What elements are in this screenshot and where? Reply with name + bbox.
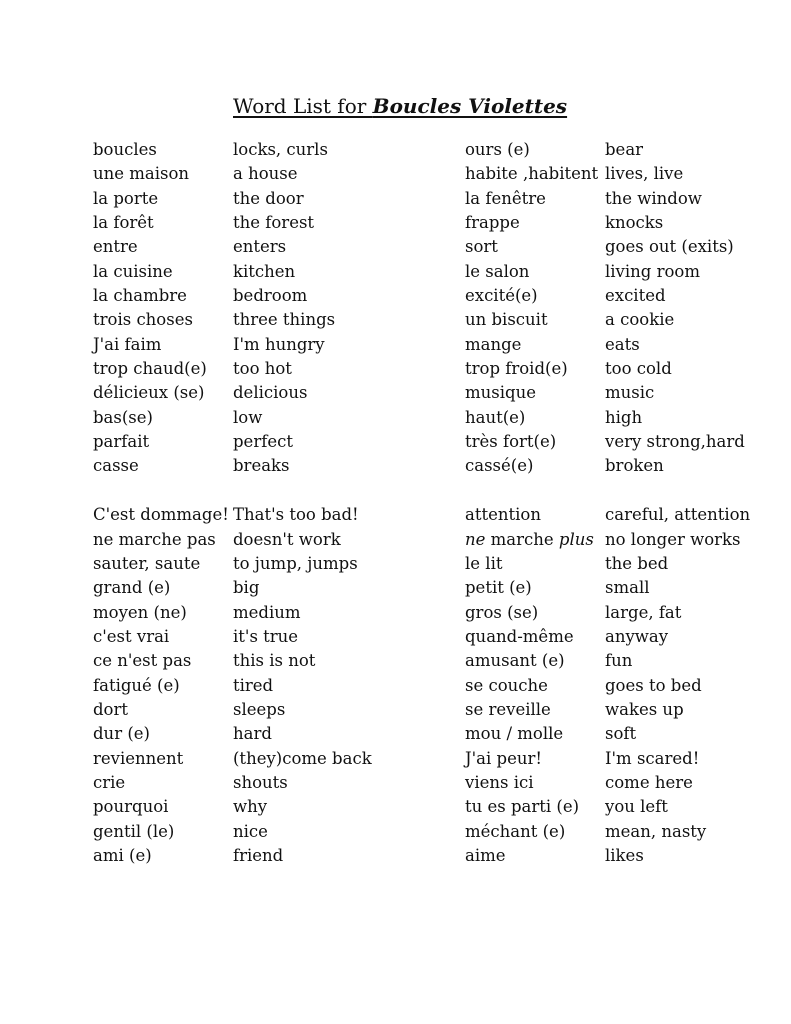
english-translation: the bed	[605, 553, 669, 573]
english-translation: That's too bad!	[233, 505, 359, 525]
french-word: crie	[93, 772, 126, 792]
right-english-column	[605, 138, 750, 868]
french-word: gentil (le)	[93, 821, 175, 841]
english-translation: too hot	[233, 359, 292, 379]
french-word: dort	[93, 699, 129, 719]
english-translation: no longer works	[605, 529, 741, 549]
french-word: casse	[93, 456, 139, 476]
french-word: fatigué (e)	[93, 675, 180, 695]
french-word: ours (e)	[465, 140, 530, 159]
english-translation: very strong,hard	[605, 432, 745, 452]
french-word: trop chaud(e)	[93, 359, 207, 379]
french-word: entre	[93, 237, 138, 257]
english-translation: high	[605, 407, 643, 427]
english-translation: too cold	[605, 359, 672, 379]
french-word: C'est dommage!	[93, 505, 229, 525]
french-word: mou / molle	[465, 724, 564, 744]
english-translation: soft	[605, 724, 637, 744]
verb-marche: marche	[485, 529, 559, 549]
english-translation: living room	[605, 261, 700, 281]
english-translation: locks, curls	[233, 140, 328, 159]
english-translation: music	[605, 383, 655, 403]
english-translation: kitchen	[233, 261, 296, 281]
english-translation: three things	[233, 310, 336, 330]
french-word: dur (e)	[93, 724, 150, 744]
english-translation: doesn't work	[233, 529, 341, 549]
english-translation: excited	[605, 286, 666, 306]
french-word: viens ici	[465, 772, 534, 792]
english-translation: tired	[233, 675, 274, 695]
left-french-column	[93, 138, 229, 868]
french-word: musique	[465, 383, 536, 403]
blank-row	[465, 479, 598, 503]
french-word: boucles	[93, 140, 157, 159]
english-translation: goes to bed	[605, 675, 702, 695]
french-word: J'ai faim	[93, 334, 162, 354]
french-word: gros (se)	[465, 602, 539, 622]
french-word: attention	[465, 505, 541, 525]
english-translation: large, fat	[605, 602, 682, 622]
english-translation: careful, attention	[605, 505, 751, 525]
french-word: frappe	[465, 213, 520, 233]
french-word: trois choses	[93, 310, 193, 330]
english-translation: low	[233, 407, 263, 427]
french-word: sort	[465, 237, 498, 257]
french-word: petit (e)	[465, 578, 532, 598]
french-word: ce n'est pas	[93, 651, 192, 671]
english-translation: perfect	[233, 432, 293, 452]
english-translation: delicious	[233, 383, 308, 403]
english-translation: the door	[233, 188, 304, 208]
french-word: se reveille	[465, 699, 551, 719]
english-translation: nice	[233, 821, 268, 841]
french-word: le salon	[465, 261, 530, 281]
french-word: délicieux (se)	[93, 383, 205, 403]
title-book-name: Boucles Violettes	[372, 94, 568, 118]
french-word: bas(se)	[93, 407, 153, 427]
french-word: trop froid(e)	[465, 359, 568, 379]
french-word: la cuisine	[93, 261, 173, 281]
french-word: ami (e)	[93, 845, 152, 865]
french-word: le lit	[465, 553, 503, 573]
french-word: grand (e)	[93, 578, 171, 598]
english-translation: the forest	[233, 213, 315, 233]
english-translation: friend	[233, 845, 284, 865]
english-translation: bedroom	[233, 286, 308, 306]
english-translation: I'm scared!	[605, 748, 700, 768]
english-translation: fun	[605, 651, 633, 671]
english-translation: why	[233, 797, 268, 817]
blank-row	[93, 479, 229, 503]
french-word: haut(e)	[465, 407, 526, 427]
english-translation: broken	[605, 456, 664, 476]
french-word: aime	[465, 845, 506, 865]
english-translation: this is not	[233, 651, 316, 671]
english-translation: wakes up	[605, 699, 684, 719]
english-translation: come here	[605, 772, 693, 792]
english-translation: shouts	[233, 772, 288, 792]
french-word: sauter, saute	[93, 553, 201, 573]
left-english-column	[233, 138, 372, 868]
english-translation: medium	[233, 602, 301, 622]
right-french-column	[465, 138, 598, 868]
english-translation: small	[605, 578, 650, 598]
french-word: excité(e)	[465, 286, 538, 306]
english-translation: anyway	[605, 626, 669, 646]
french-word: amusant (e)	[465, 651, 565, 671]
english-translation: knocks	[605, 213, 664, 233]
french-word: pourquoi	[93, 797, 169, 817]
french-word: la fenêtre	[465, 188, 546, 208]
english-translation: breaks	[233, 456, 290, 476]
english-translation: it's true	[233, 626, 299, 646]
french-word: un biscuit	[465, 310, 548, 330]
french-word: une maison	[93, 164, 190, 184]
french-word: c'est vrai	[93, 626, 170, 646]
french-word: J'ai peur!	[465, 748, 542, 768]
french-word: quand-même	[465, 626, 574, 646]
french-word: reviennent	[93, 748, 184, 768]
english-translation: the window	[605, 188, 702, 208]
english-translation: big	[233, 578, 260, 598]
english-translation: sleeps	[233, 699, 286, 719]
negation-plus: plus	[558, 529, 594, 549]
title-prefix: Word List for	[233, 94, 373, 118]
french-word: ne marche pas	[93, 529, 216, 549]
french-word: la chambre	[93, 286, 187, 306]
english-translation: eats	[605, 334, 640, 354]
english-translation: to jump, jumps	[233, 553, 358, 573]
french-word: se couche	[465, 675, 548, 695]
french-word: la porte	[93, 188, 159, 208]
negation-ne: ne	[465, 529, 486, 549]
english-translation: a house	[233, 164, 298, 184]
french-word: moyen (ne)	[93, 602, 187, 622]
blank-row	[233, 479, 372, 503]
english-translation: mean, nasty	[605, 821, 707, 841]
english-translation: likes	[605, 845, 644, 865]
french-word: tu es parti (e)	[465, 797, 580, 817]
english-translation: enters	[233, 237, 287, 257]
french-word: la forêt	[93, 213, 154, 233]
english-translation: lives, live	[605, 164, 684, 184]
french-word: très fort(e)	[465, 432, 557, 452]
french-word: habite ,habitent	[465, 164, 599, 184]
english-translation: a cookie	[605, 310, 675, 330]
page-title	[233, 92, 567, 120]
english-translation: hard	[233, 724, 272, 744]
english-translation: goes out (exits)	[605, 237, 734, 257]
french-word: méchant (e)	[465, 821, 566, 841]
french-word: parfait	[93, 432, 150, 452]
french-word: mange	[465, 334, 522, 354]
blank-row	[605, 479, 750, 503]
french-word	[465, 528, 598, 552]
english-translation: I'm hungry	[233, 334, 325, 354]
english-translation: bear	[605, 140, 644, 159]
french-word: cassé(e)	[465, 456, 534, 476]
english-translation: (they)come back	[233, 748, 372, 768]
english-translation: you left	[605, 797, 668, 817]
